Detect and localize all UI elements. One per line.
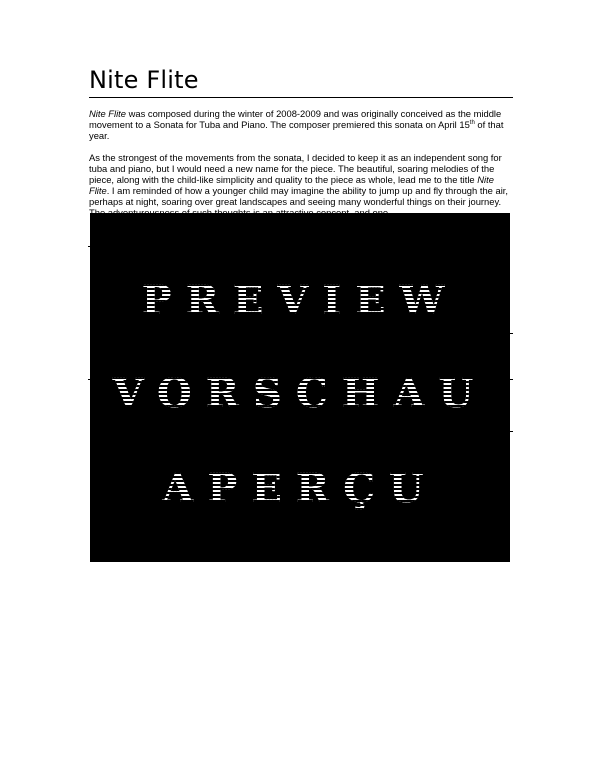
piece-title-italic-2: Nite Flite	[89, 174, 494, 196]
paragraph-2-text-b: . I am reminded of how a younger child may imagine the ability to jump up and fly through the air, perhaps at night, soaring over great landscapes and seeing many wonderful things on their journey.	[89, 185, 508, 207]
watermark-apercu: APERÇU	[90, 465, 510, 512]
document-body	[89, 108, 513, 229]
ordinal-suffix: th	[469, 119, 475, 126]
piece-title-italic: Nite Flite	[89, 108, 126, 119]
paragraph-1-text-a: was composed during the winter of 2008-2009 and was originally conceived as the middle movement to a Sonata for Tuba and Piano. The composer premiered this sonata on April 15	[89, 108, 502, 130]
title-divider	[89, 97, 513, 98]
watermark-vorschau: VORSCHAU	[90, 370, 510, 417]
watermark-preview: PREVIEW	[90, 277, 510, 324]
paragraph-1-text-b: of that year.	[89, 119, 504, 141]
preview-watermark-overlay	[90, 213, 510, 562]
paragraph-2-text-a: As the strongest of the movements from the sonata, I decided to keep it as an independent song for tuba and piano, but I would need a new name for the piece. The beautiful, soaring melodies of the piece, along with the child-like simplicity and quality to the piece as whole, lead me to the title	[89, 152, 502, 185]
paragraph-1	[89, 108, 513, 141]
page-title: Nite Flite	[89, 66, 199, 94]
paragraph-2	[89, 152, 513, 218]
